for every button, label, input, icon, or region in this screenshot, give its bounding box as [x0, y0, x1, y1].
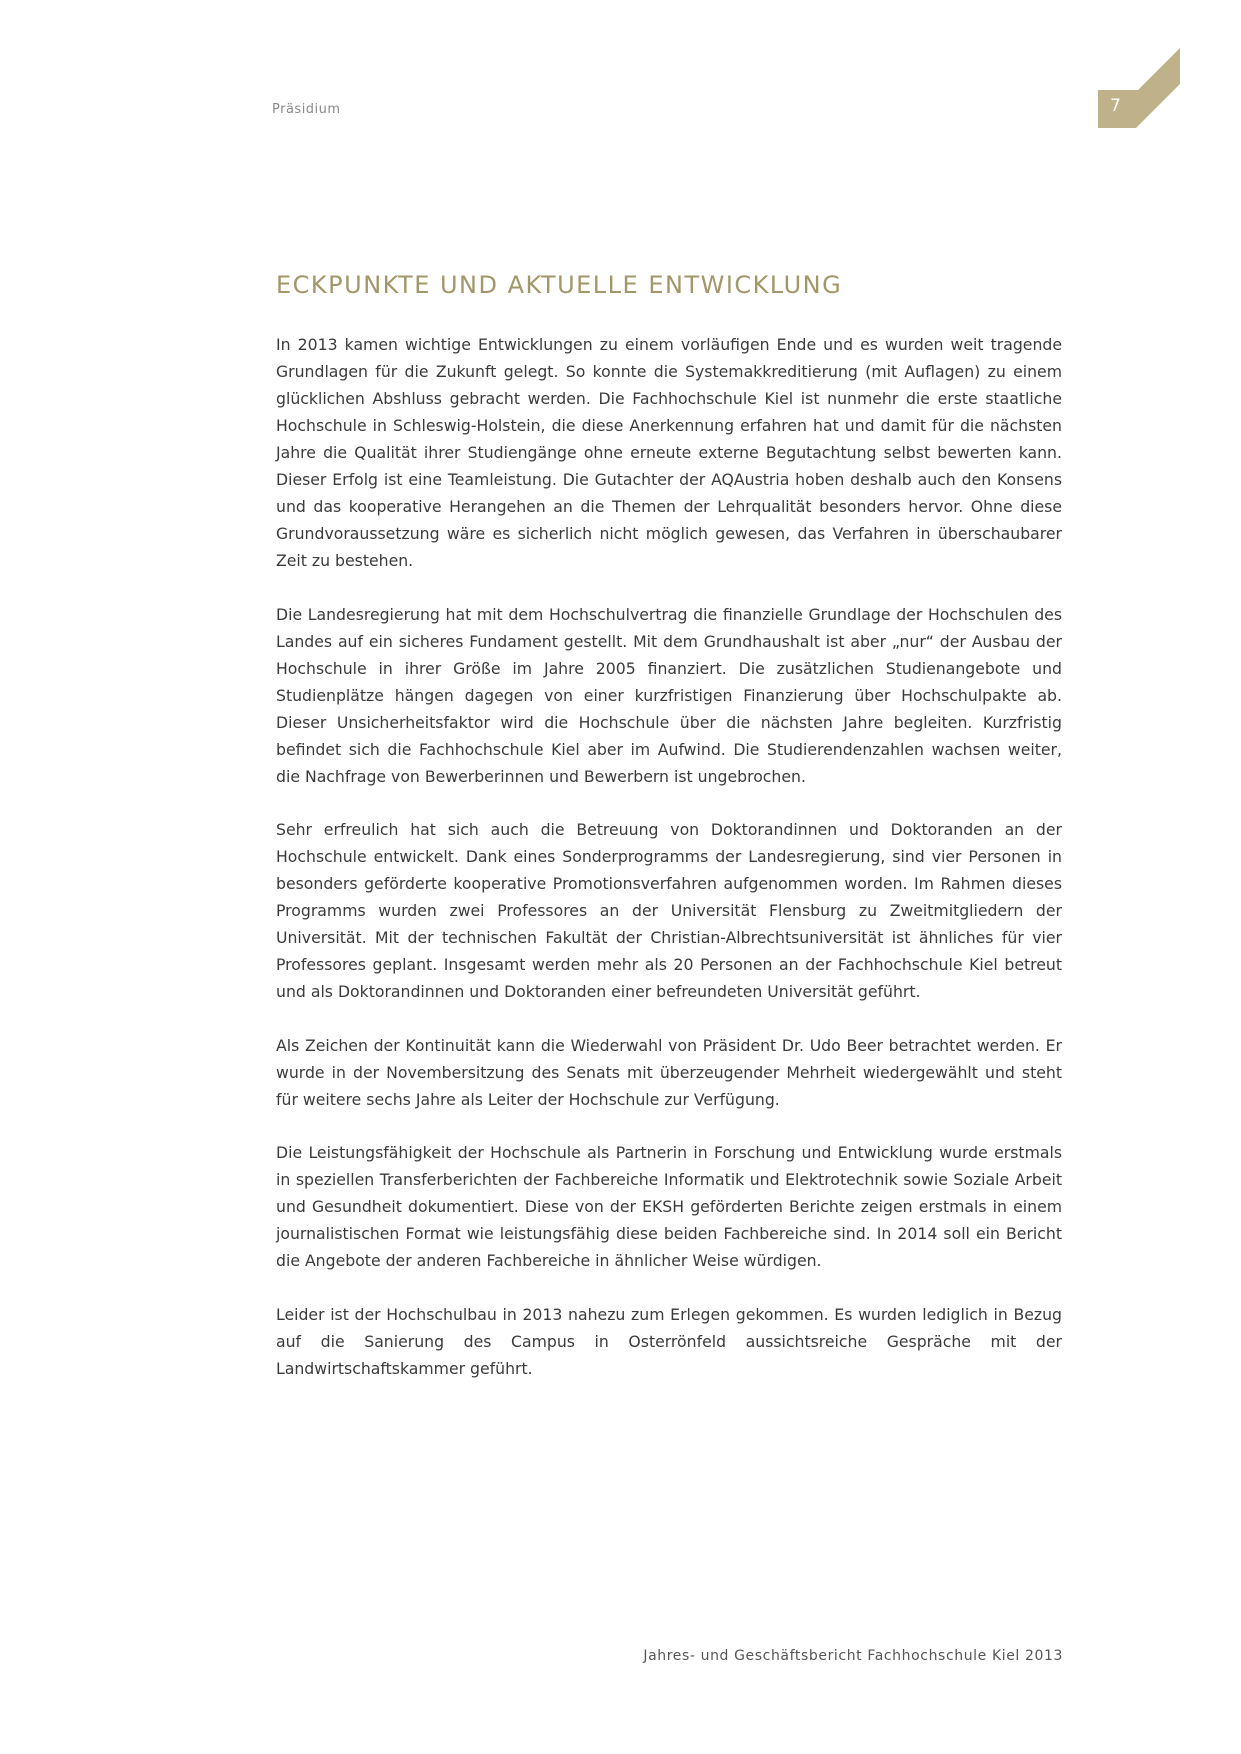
page-tab-shape: [1098, 48, 1180, 128]
running-head-section: Präsidium: [272, 102, 341, 117]
page-number: 7: [1110, 96, 1121, 116]
paragraph: Als Zeichen der Kontinuität kann die Wiederwahl von Präsident Dr. Udo Beer betrachtet werden. Er wurde in der Novembersitzung des Senats mit überzeugender Mehrheit wiedergewählt und steht für weitere sechs Jahre als Leiter der Hochschule zur Verfügung.: [276, 1035, 1062, 1109]
body-text: [276, 331, 1062, 1408]
paragraph: Sehr erfreulich hat sich auch die Betreuung von Doktorandinnen und Doktoranden an der Hochschule entwickelt. Dank eines Sonderprogramms der Landesregierung, sind vier Personen in besonders geförderte kooperative Promotionsverfahren aufgenommen worden. Im Rahmen dieses Programms wurden zwei Professores an der Universität Flensburg zu Zweitmitgliedern der Universität. Mit der technischen Fakultät der Christian-Albrechtsuniversität ist ähnliches für vier Professores geplant. Insgesamt werden mehr als 20 Personen an der Fachhochschule Kiel betreut und als Doktorandinnen und Doktoranden einer befreundeten Universität geführt.: [276, 820, 1062, 1001]
section-title: ECKPUNKTE UND AKTUELLE ENTWICKLUNG: [276, 271, 843, 299]
footer-publication-title: Jahres- und Geschäftsbericht Fachhochschule Kiel 2013: [643, 1648, 1063, 1664]
paragraph: Die Landesregierung hat mit dem Hochschulvertrag die finanzielle Grundlage der Hochschulen des Landes auf ein sicheres Fundament gestellt. Mit dem Grundhaushalt ist aber „nur“ der Ausbau der Hochschule in ihrer Größe im Jahre 2005 finanziert. Die zusätzlichen Studienangebote und Studienplätze hängen dagegen von einer kurzfristigen Finanzierung über Hochschulpakte ab. Dieser Unsicherheitsfaktor wird die Hochschule über die nächsten Jahre begleiten. Kurzfristig befindet sich die Fachhochschule Kiel aber im Aufwind. Die Studierendenzahlen wachsen weiter, die Nachfrage von Bewerberinnen und Bewerbern ist ungebrochen.: [276, 604, 1062, 786]
paragraph: In 2013 kamen wichtige Entwicklungen zu einem vorläufigen Ende und es wurden weit tragende Grundlagen für die Zukunft gelegt. So konnte die Systemakkreditierung (mit Auflagen) zu einem glücklichen Abshluss gebracht werden. Die Fachhochschule Kiel ist nunmehr die erste staatliche Hochschule in Schleswig-Holstein, die diese Anerkennung erfahren hat und damit für die nächsten Jahre die Qualität ihrer Studiengänge ohne erneute externe Begutachtung selbst bewerten kann. Dieser Erfolg ist eine Teamleistung. Die Gutachter der AQAustria hoben deshalb auch den Konsens und das kooperative Herangehen an die Themen der Lehrqualität besonders hervor. Ohne diese Grundvoraussetzung wäre es sicherlich nicht möglich gewesen, das Verfahren in überschaubarer Zeit zu bestehen.: [276, 335, 1062, 570]
paragraph: Leider ist der Hochschulbau in 2013 nahezu zum Erlegen gekommen. Es wurden lediglich in Bezug auf die Sanierung des Campus in Osterrönfeld aussichtsreiche Gespräche mit der Landwirtschaftskammer geführt.: [276, 1304, 1062, 1378]
paragraph: Die Leistungsfähigkeit der Hochschule als Partnerin in Forschung und Entwicklung wurde erstmals in speziellen Transferberichten der Fachbereiche Informatik und Elektrotechnik sowie Soziale Arbeit und Gesundheit dokumentiert. Diese von der EKSH geförderten Berichte zeigen erstmals in einem journalistischen Format wie leistungsfähig diese beiden Fachbereiche sind. In 2014 soll ein Bericht die Angebote der anderen Fachbereiche in ähnlicher Weise würdigen.: [276, 1143, 1062, 1270]
